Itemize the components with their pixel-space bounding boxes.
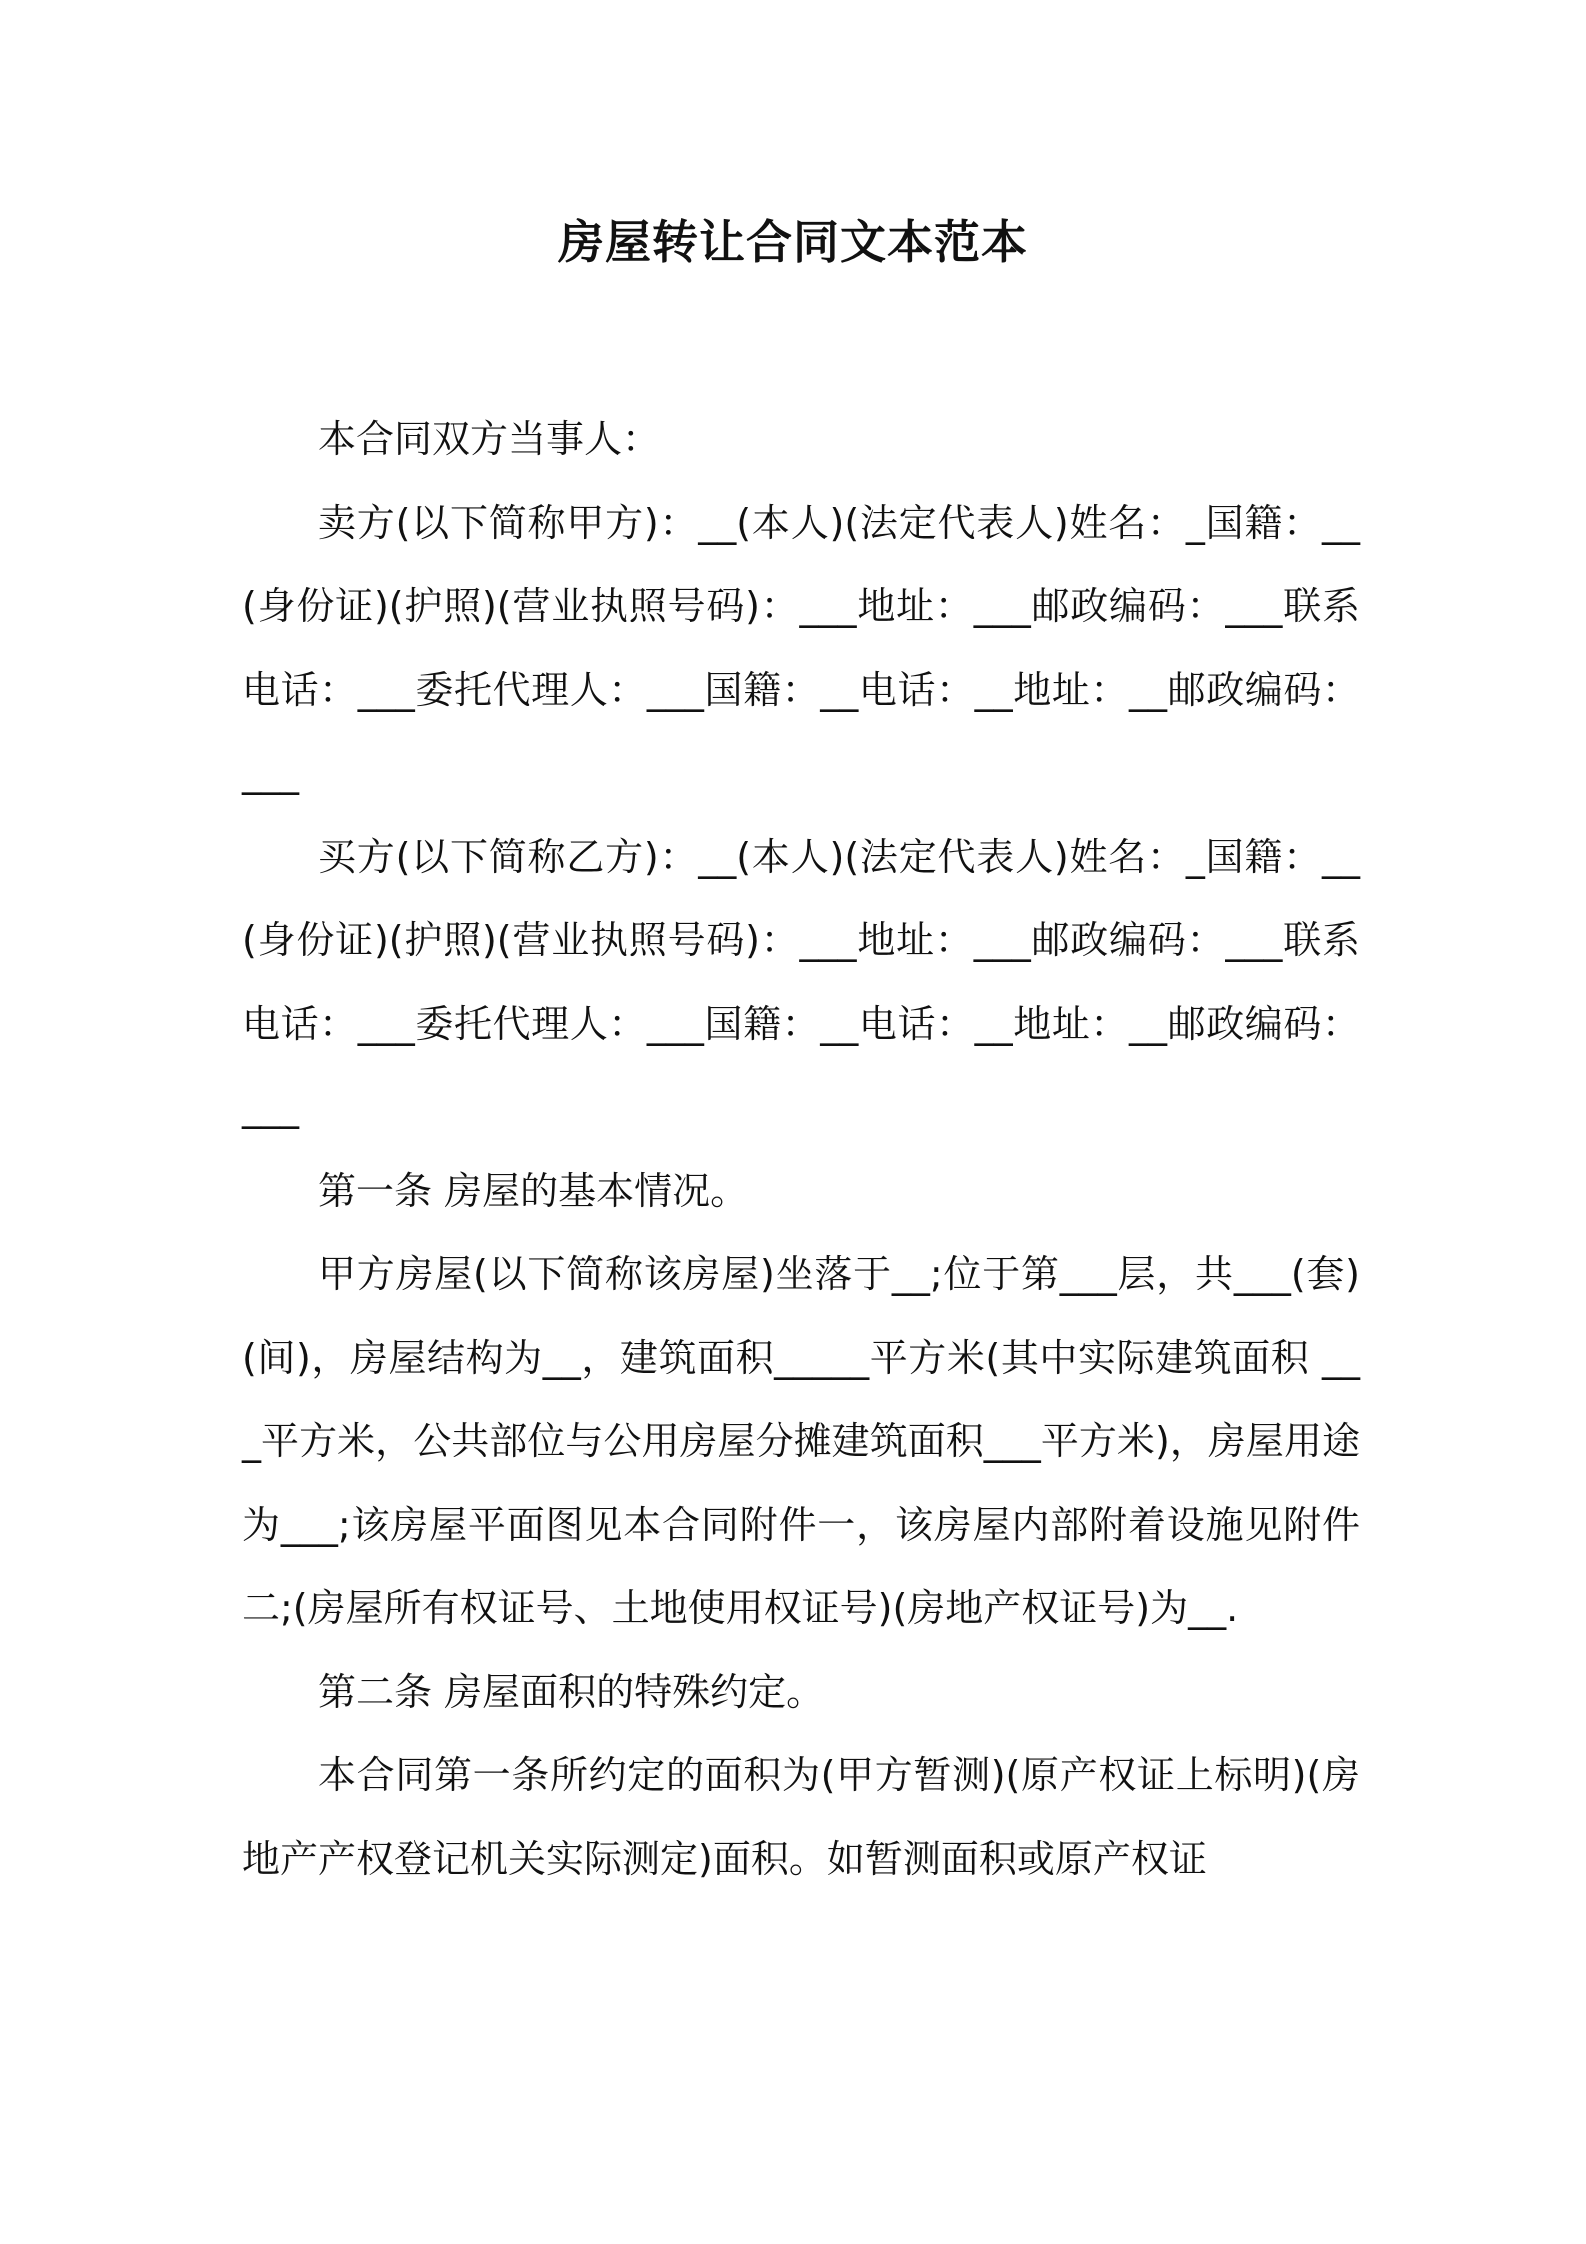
buyer-paragraph: 买方(以下简称乙方)：__(本人)(法定代表人)姓名：_国籍：__(身份证)(护照)(营业执照号码)：___地址：___邮政编码：___联系电话：___委托代理人：___国籍：__电话：__地址：__邮政编码：___ bbox=[242, 834, 1360, 1129]
article-2-paragraph: 本合同第一条所约定的面积为(甲方暂测)(原产权证上标明)(房地产产权登记机关实际测定)面积。如暂测面积或原产权证 bbox=[242, 1753, 1360, 1881]
intro-paragraph: 本合同双方当事人： bbox=[318, 417, 661, 461]
article-1-paragraph: 甲方房屋(以下简称该房屋)坐落于__;位于第___层，共___(套)(间)，房屋结构为__，建筑面积_____平方米(其中实际建筑面积 ___平方米，公共部位与公用房屋分摊建筑面积___平方米)，房屋用途为___;该房屋平面图见本合同附件一，该房屋内部附着设施见附件二;(房屋所有权证号、土地使用权证号)(房地产权证号)为__. bbox=[242, 1252, 1360, 1630]
seller-paragraph: 卖方(以下简称甲方)：__(本人)(法定代表人)姓名：_国籍：__(身份证)(护照)(营业执照号码)：___地址：___邮政编码：___联系电话：___委托代理人：___国籍：__电话：__地址：__邮政编码：___ bbox=[242, 500, 1360, 795]
document-body bbox=[242, 398, 1360, 1901]
document-title: 房屋转让合同文本范本 bbox=[558, 215, 1028, 269]
article-1-heading: 第一条 房屋的基本情况。 bbox=[318, 1168, 749, 1213]
article-2-heading: 第二条 房屋面积的特殊约定。 bbox=[318, 1669, 825, 1714]
